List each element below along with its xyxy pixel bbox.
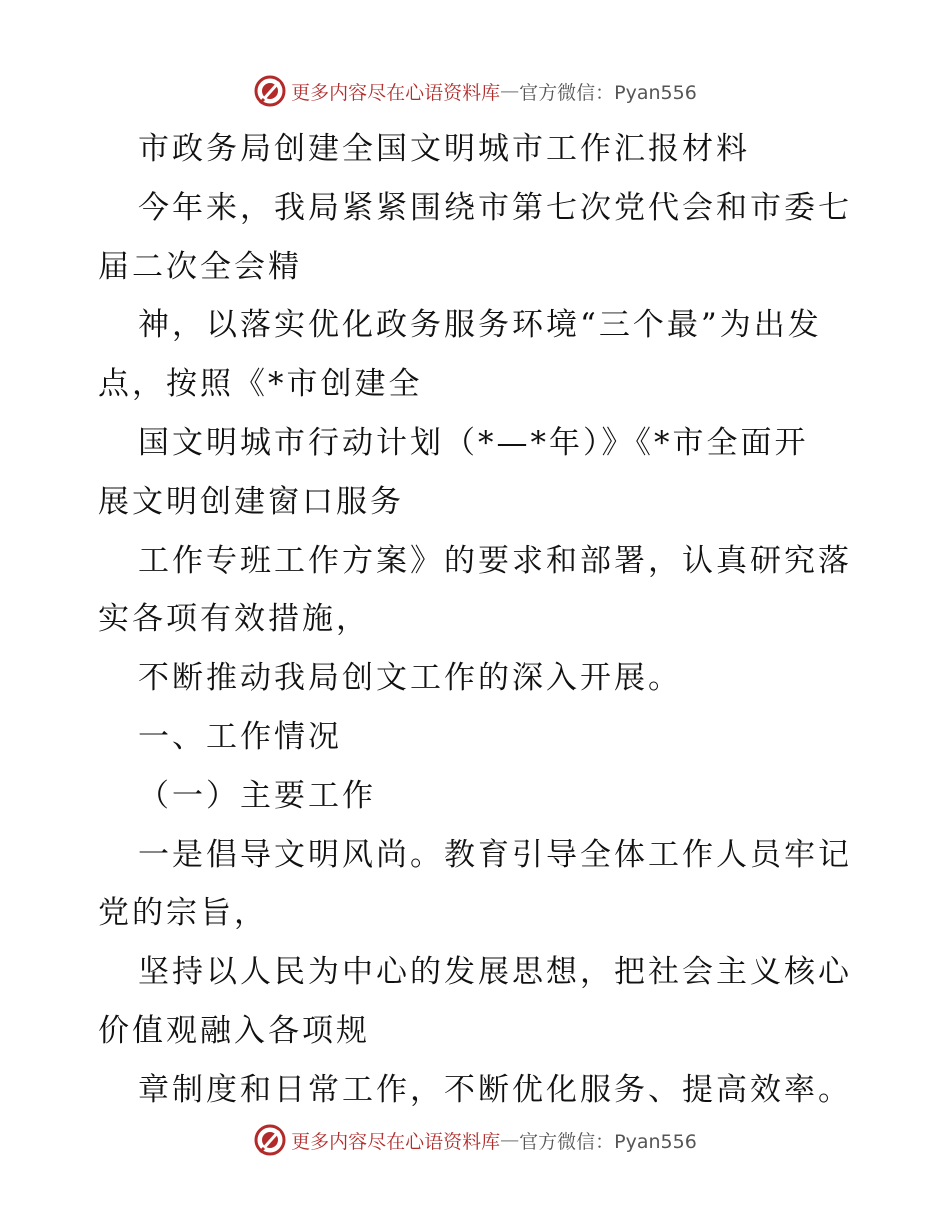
paragraph-line: 章制度和日常工作，不断优化服务、提高效率。 xyxy=(138,1071,852,1108)
watermark-main-text: 更多内容尽在心语资料库 xyxy=(291,81,501,104)
paragraph-line: 国文明城市行动计划（*—*年）》《*市全面开 xyxy=(138,424,809,461)
watermark-contact: 官方微信：Pyan556 xyxy=(519,1130,697,1153)
section-heading: 一、工作情况 xyxy=(138,718,342,755)
watermark-main-text: 更多内容尽在心语资料库 xyxy=(291,1130,501,1153)
paragraph-line: 不断推动我局创文工作的深入开展。 xyxy=(138,660,682,697)
seal-pen-icon xyxy=(253,1123,287,1157)
seal-pen-icon xyxy=(253,74,287,108)
paragraph-line: 党的宗旨， xyxy=(98,895,268,932)
paragraph-line: 工作专班工作方案》的要求和部署，认真研究落 xyxy=(138,542,852,579)
footer-watermark xyxy=(0,1120,950,1160)
paragraph-line: 今年来，我局紧紧围绕市第七次党代会和市委七 xyxy=(138,189,852,226)
watermark-contact: 官方微信：Pyan556 xyxy=(519,81,697,104)
watermark-separator: — xyxy=(500,80,520,102)
paragraph-line: 神，以落实优化政务服务环境“三个最”为出发 xyxy=(138,307,822,344)
paragraph-line: 点，按照《*市创建全 xyxy=(98,366,423,403)
paragraph-line: 展文明创建窗口服务 xyxy=(98,483,404,520)
header-watermark xyxy=(0,71,950,111)
watermark-separator: — xyxy=(500,1129,520,1151)
paragraph-line: 实各项有效措施， xyxy=(98,601,370,638)
subsection-heading: （一）主要工作 xyxy=(138,777,376,814)
paragraph-line: 坚持以人民为中心的发展思想，把社会主义核心 xyxy=(138,954,852,991)
paragraph-line: 届二次全会精 xyxy=(98,248,302,285)
document-body xyxy=(98,120,858,1120)
paragraph-line: 价值观融入各项规 xyxy=(98,1012,370,1049)
paragraph-line: 一是倡导文明风尚。教育引导全体工作人员牢记 xyxy=(138,836,852,873)
document-title: 市政务局创建全国文明城市工作汇报材料 xyxy=(138,131,750,167)
